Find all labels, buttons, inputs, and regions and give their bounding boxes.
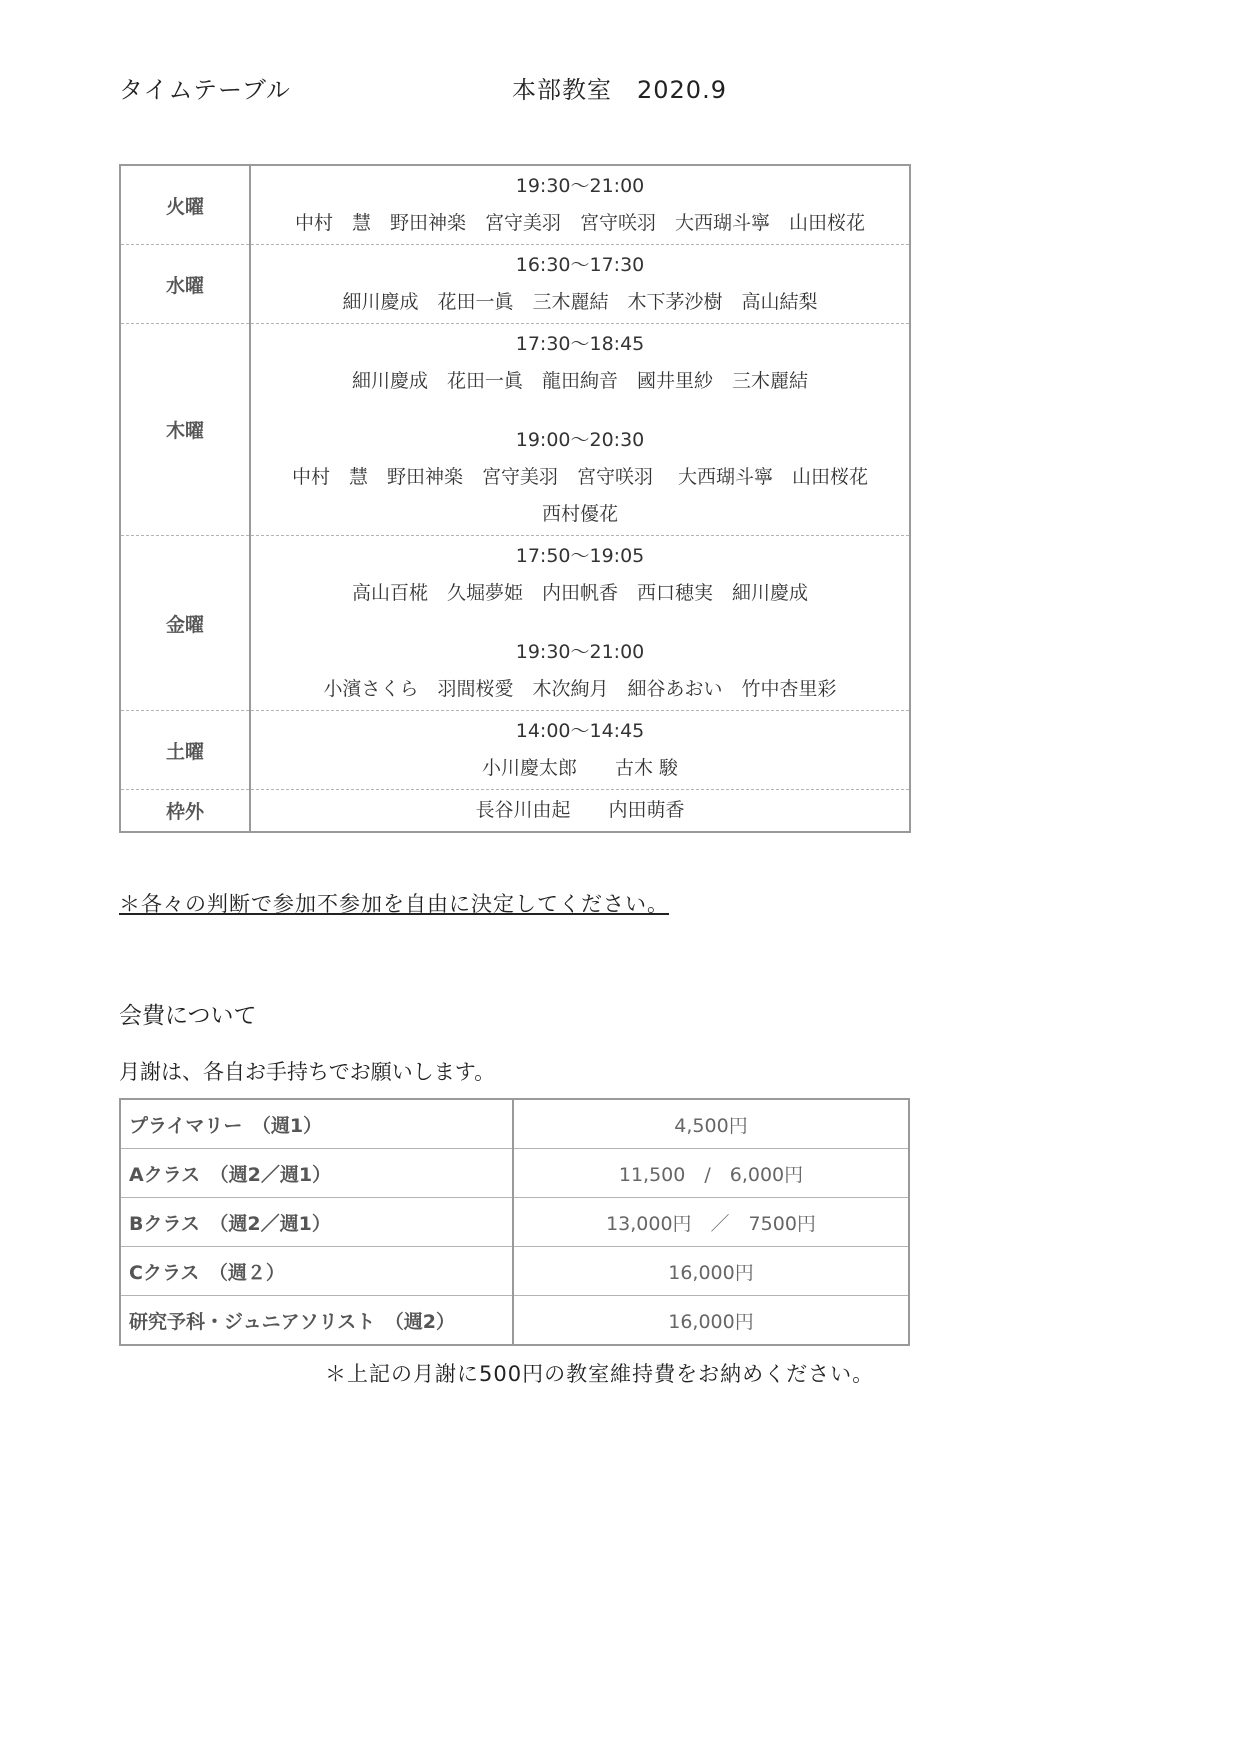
day-label: 金曜 xyxy=(120,536,250,711)
fee-row xyxy=(120,1296,909,1346)
fee-class: Cクラス （週２） xyxy=(120,1247,513,1296)
day-slots xyxy=(250,790,910,833)
slot-names: 小濱さくら 羽間桜愛 木次絢月 細谷あおい 竹中杏里彩 xyxy=(323,678,837,700)
page-subtitle: 本部教室 2020.9 xyxy=(512,76,727,104)
fee-table xyxy=(119,1098,910,1346)
fee-row xyxy=(120,1149,909,1198)
timetable-row xyxy=(120,711,910,790)
timetable-row xyxy=(120,536,910,711)
slot-time: 19:30〜21:00 xyxy=(515,641,645,663)
slot-names: 細川慶成 花田一眞 龍田絢音 國井里紗 三木麗結 xyxy=(351,370,808,392)
fee-row xyxy=(120,1247,909,1296)
slot-time: 16:30〜17:30 xyxy=(515,254,645,276)
slot-time: 19:00〜20:30 xyxy=(515,429,645,451)
timetable-row xyxy=(120,165,910,245)
slot-time: 17:50〜19:05 xyxy=(515,545,645,567)
slot-names: 長谷川由起 内田萌香 xyxy=(475,799,685,821)
slot-time: 17:30〜18:45 xyxy=(515,333,645,355)
fee-class: 研究予科・ジュニアソリスト （週2） xyxy=(120,1296,513,1346)
day-label: 水曜 xyxy=(120,245,250,324)
day-slots xyxy=(250,165,910,245)
slot-names: 西村優花 xyxy=(541,503,618,525)
timetable-row xyxy=(120,790,910,833)
fee-class: プライマリー （週1） xyxy=(120,1099,513,1149)
day-label: 枠外 xyxy=(120,790,250,833)
day-slots xyxy=(250,711,910,790)
slot-names: 中村 慧 野田神楽 宮守美羽 宮守咲羽 大西瑚斗寧 山田桜花 xyxy=(291,466,869,488)
fee-price: 16,000円 xyxy=(668,1310,754,1333)
slot-time: 14:00〜14:45 xyxy=(515,720,645,742)
fee-row xyxy=(120,1099,909,1149)
fee-price: 13,000円 ／ 7500円 xyxy=(513,1198,909,1247)
slot-names: 小川慶太郎 古木 駿 xyxy=(481,757,679,779)
day-slots xyxy=(250,536,910,711)
slot-names: 中村 慧 野田神楽 宮守美羽 宮守咲羽 大西瑚斗寧 山田桜花 xyxy=(294,212,865,234)
slot-time: 19:30〜21:00 xyxy=(515,175,645,197)
fee-note: ＊上記の月謝に500円の教室維持費をお納めください。 xyxy=(325,1362,875,1386)
slot-spacer xyxy=(251,612,909,634)
fees-heading: 会費について xyxy=(119,1003,257,1029)
participation-note: ＊各々の判断で参加不参加を自由に決定してください。 xyxy=(119,892,669,916)
fee-class: Aクラス （週2／週1） xyxy=(120,1149,513,1198)
fee-table-body xyxy=(120,1099,909,1345)
slot-spacer xyxy=(251,400,909,422)
slot-names: 高山百椛 久堀夢姫 内田帆香 西口穂実 細川慶成 xyxy=(351,582,808,604)
timetable xyxy=(119,164,911,833)
timetable-body xyxy=(120,165,910,832)
fee-price: 11,500 / 6,000円 xyxy=(513,1149,909,1198)
timetable-row xyxy=(120,245,910,324)
day-slots xyxy=(250,324,910,536)
fee-class: Bクラス （週2／週1） xyxy=(120,1198,513,1247)
timetable-row xyxy=(120,324,910,536)
day-label: 土曜 xyxy=(120,711,250,790)
day-slots xyxy=(250,245,910,324)
day-label: 木曜 xyxy=(120,324,250,536)
slot-names: 細川慶成 花田一眞 三木麗結 木下茅沙樹 高山結梨 xyxy=(342,291,818,313)
fees-subheading: 月謝は、各自お手持ちでお願いします。 xyxy=(119,1060,496,1084)
page-title: タイムテーブル xyxy=(119,76,291,104)
fee-row xyxy=(120,1198,909,1247)
fee-price: 4,500円 xyxy=(513,1099,909,1149)
day-label: 火曜 xyxy=(120,165,250,245)
fee-price: 16,000円 xyxy=(513,1247,909,1296)
